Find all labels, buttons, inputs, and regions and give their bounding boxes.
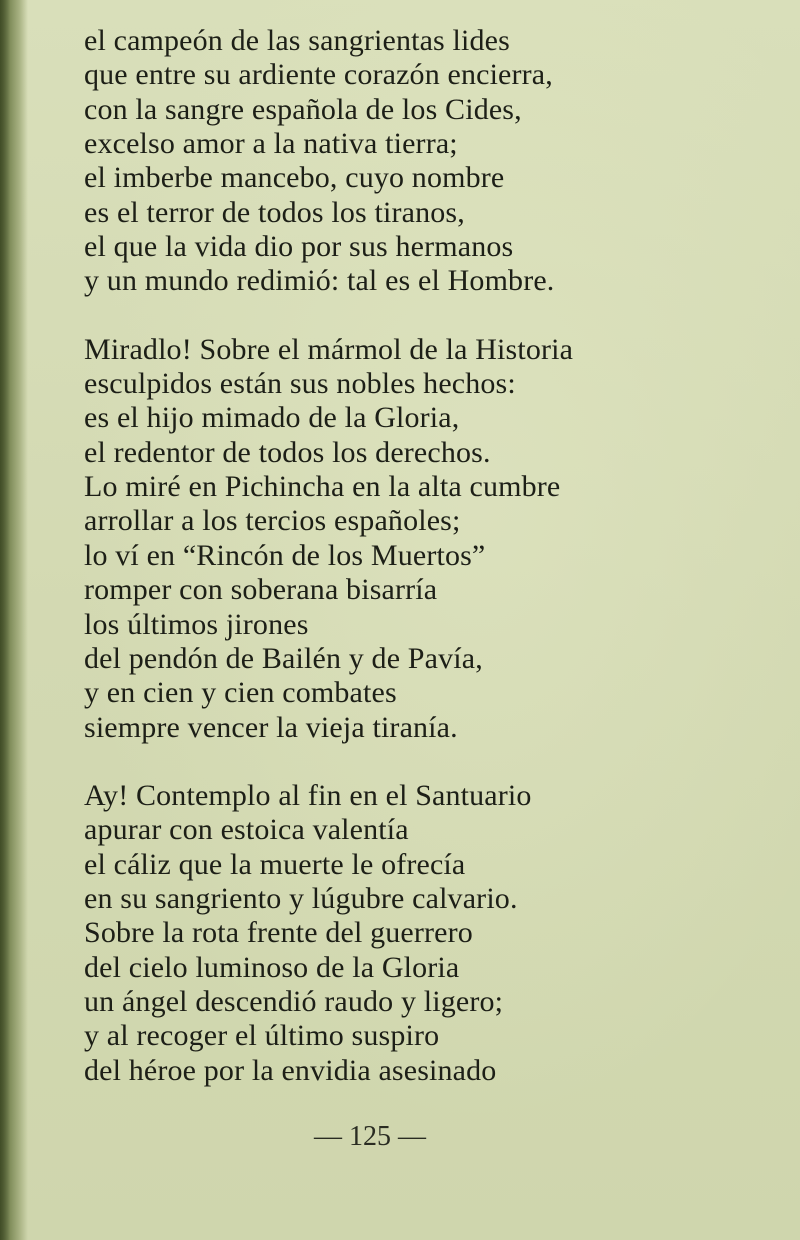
- poem-line: siempre vencer la vieja tiranía.: [84, 710, 458, 744]
- poem-text: [84, 24, 784, 1088]
- poem-line: es el hijo mimado de la Gloria,: [84, 401, 460, 435]
- page-gutter-shadow: [0, 0, 28, 1240]
- stanza-3: [84, 779, 784, 1088]
- poem-line: el cáliz que la muerte le ofrecía: [84, 847, 466, 881]
- poem-line: un ángel descendió raudo y ligero;: [84, 984, 504, 1018]
- poem-line: y un mundo redimió: tal es el Hombre.: [84, 264, 555, 298]
- poem-line: es el terror de todos los tiranos,: [84, 195, 465, 229]
- poem-line: Sobre la rota frente del guerrero: [84, 916, 473, 950]
- poem-line: Miradlo! Sobre el mármol de la Historia: [84, 332, 574, 366]
- poem-line: y en cien y cien combates: [84, 676, 397, 710]
- stanza-2: [84, 333, 784, 745]
- poem-line: del héroe por la envidia asesinado: [84, 1053, 497, 1087]
- poem-line: arrollar a los tercios españoles;: [84, 504, 461, 538]
- poem-line: el que la vida dio por sus hermanos: [84, 230, 514, 264]
- poem-line: y al recoger el último suspiro: [84, 1019, 440, 1053]
- poem-line: en su sangriento y lúgubre calvario.: [84, 881, 518, 915]
- poem-line: excelso amor a la nativa tierra;: [84, 127, 458, 161]
- poem-line: el redentor de todos los derechos.: [84, 435, 491, 469]
- poem-line: el imberbe mancebo, cuyo nombre: [84, 161, 505, 195]
- poem-line: con la sangre española de los Cides,: [84, 92, 522, 126]
- poem-line: lo ví en “Rincón de los Muertos”: [84, 538, 486, 572]
- poem-line: Ay! Contemplo al fin en el Santuario: [84, 778, 532, 812]
- stanza-1: [84, 24, 784, 299]
- poem-line: apurar con estoica valentía: [84, 813, 409, 847]
- poem-line: esculpidos están sus nobles hechos:: [84, 367, 516, 401]
- poem-line: el campeón de las sangrientas lides: [84, 24, 510, 57]
- poem-line: del pendón de Bailén y de Pavía,: [84, 641, 483, 675]
- poem-line: que entre su ardiente corazón encierra,: [84, 58, 553, 92]
- page-number: — 125 —: [314, 1121, 426, 1152]
- poem-line: del cielo luminoso de la Gloria: [84, 950, 460, 984]
- poem-line: romper con soberana bisarría: [84, 573, 438, 607]
- poem-line: Lo miré en Pichincha en la alta cumbre: [84, 470, 561, 504]
- poem-line: los últimos jirones: [84, 607, 309, 641]
